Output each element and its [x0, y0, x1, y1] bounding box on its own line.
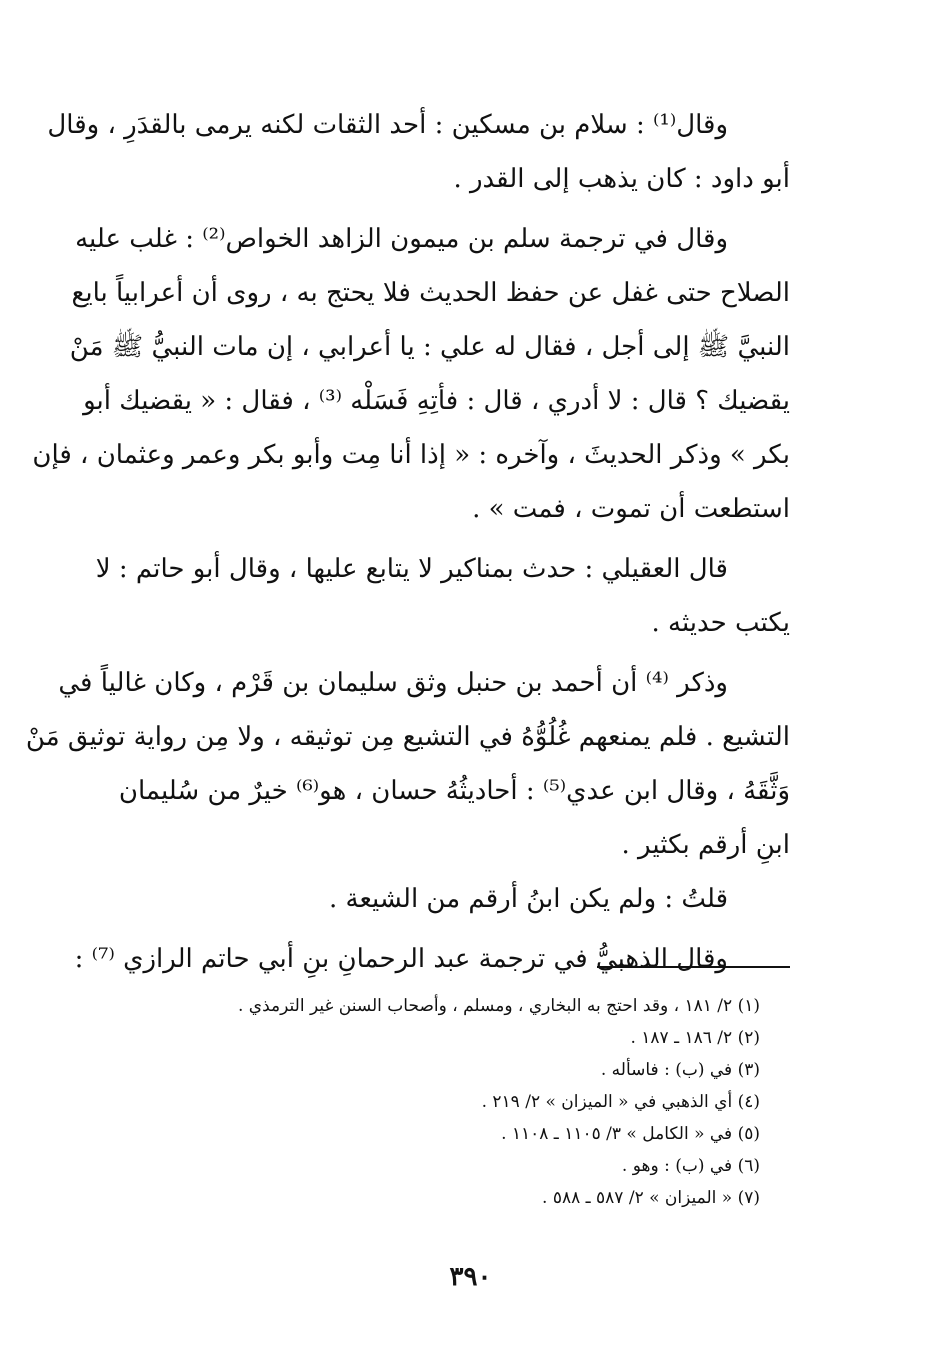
- text-line: قلتُ : ولم يكن ابنُ أرقم من الشيعة .: [328, 884, 728, 914]
- footnotes: [180, 990, 760, 1214]
- text-line: بكر » وذكر الحديثَ ، وآخره : « إذا أنا مِت وأبو بكر وعمر وعثمان ، فإن: [32, 440, 790, 470]
- text-line: استطعت أن تموت ، فمت » .: [472, 494, 790, 524]
- footnote-item: (٤) أي الذهبي في « الميزان » ٢/ ٢١٩ .: [481, 1092, 760, 1112]
- text-line: وقال في ترجمة سلم بن ميمون الزاهد الخواص⁽²⁾ : غلب عليه: [75, 224, 728, 254]
- text-line: ابنِ أرقم بكثير .: [621, 830, 790, 860]
- main-text: [25, 98, 790, 986]
- footnote-item: (٣) في (ب) : فاسأله .: [600, 1060, 760, 1080]
- text-line: يقضيك ؟ قال : لا أدري ، قال : فأتِهِ فَسَلْه ⁽³⁾ ، فقال : « يقضيك أبو: [83, 386, 790, 416]
- text-line: وقال الذهبيُّ في ترجمة عبد الرحمانِ بنِ أبي حاتم الرازي ⁽⁷⁾ :: [74, 944, 728, 974]
- paragraph-1: [47, 98, 790, 206]
- text-line: وذكر ⁽⁴⁾ أن أحمد بن حنبل وثق سليمان بن قَرْم ، وكان غالياً في: [58, 668, 728, 698]
- footnote-item: (١) ٢/ ١٨١ ، وقد احتج به البخاري ، ومسلم ، وأصحاب السنن غير الترمذي .: [237, 996, 760, 1016]
- footnote-item: (٥) في « الكامل » ٣/ ١١٠٥ ـ ١١٠٨ .: [501, 1124, 760, 1144]
- footnote-item: (٧) « الميزان » ٢/ ٥٨٧ ـ ٥٨٨ .: [542, 1188, 760, 1208]
- text-line: وَثَّقَهُ ، وقال ابن عدي⁽⁵⁾ : أحاديثُهُ حسان ، هو⁽⁶⁾ خيرٌ من سُليمان: [118, 776, 790, 806]
- paragraph-3: [95, 542, 790, 650]
- text-line: قال العقيلي : حدث بمناكير لا يتابع عليها ، وقال أبو حاتم : لا: [95, 554, 728, 584]
- paragraph-5: [74, 932, 790, 986]
- text-line: الصلاح حتى غفل عن حفظ الحديث فلا يحتج به ، روى أن أعرابياً بايع: [71, 278, 790, 308]
- text-line: التشيع . فلم يمنعهم غُلُوُّهُ في التشيع مِن توثيقه ، ولا مِن رواية توثيق مَنْ: [25, 722, 790, 752]
- text-line: النبيَّ ﷺ إلى أجل ، فقال له علي : يا أعرابي ، إن مات النبيُّ ﷺ مَنْ: [69, 332, 790, 362]
- text-line: أبو داود : كان يذهب إلى القدر .: [453, 164, 790, 194]
- paragraph-2: [32, 212, 790, 536]
- footnote-item: (٢) ٢/ ١٨٦ ـ ١٨٧ .: [630, 1028, 760, 1048]
- page-number: ٣٩٠: [449, 1262, 492, 1292]
- paragraph-4: [25, 656, 790, 926]
- footnote-item: (٦) في (ب) : وهو .: [621, 1156, 760, 1176]
- footnote-separator: [597, 966, 790, 968]
- text-line: وقال⁽¹⁾ : سلام بن مسكين : أحد الثقات لكنه يرمى بالقدَرِ ، وقال: [47, 110, 728, 140]
- text-line: يكتب حديثه .: [651, 608, 790, 638]
